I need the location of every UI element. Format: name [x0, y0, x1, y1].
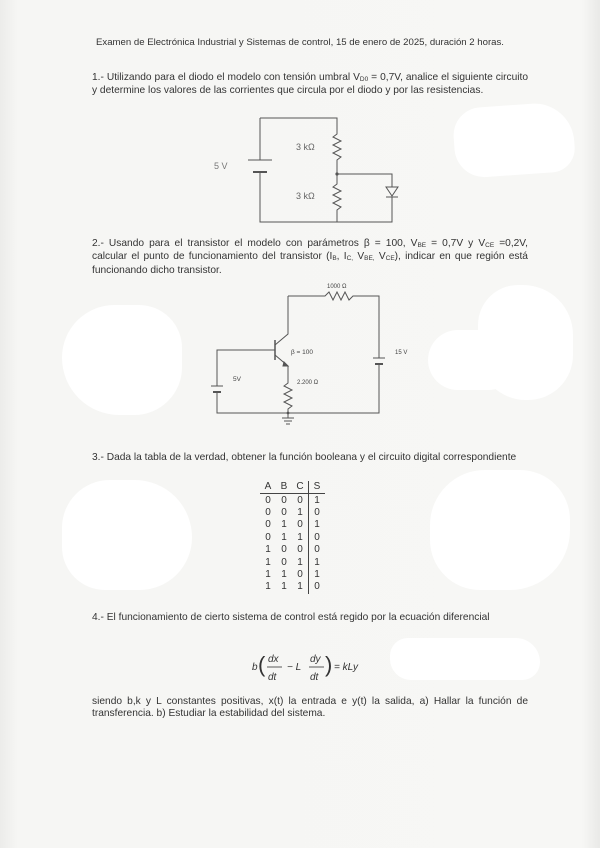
question-1-text: 1.- Utilizando para el diodo el modelo con tensión umbral VD0 = 0,7V, analice el siguiente circuito y determine los valores de las corrientes que circula por el diodo y por las resistencias.: [92, 72, 528, 97]
transistor-circuit-diagram: [205, 278, 390, 428]
redaction-blob: [390, 638, 540, 680]
eq-dt-1: dt: [268, 672, 277, 683]
table-row: 1 1 0 1: [260, 569, 325, 581]
resistor-2-label: 3 kΩ: [296, 191, 315, 201]
header-a: A: [260, 481, 276, 494]
table-row: 1 1 1 0: [260, 581, 325, 593]
redaction-blob: [62, 305, 182, 415]
base-source-label: 5V: [233, 376, 241, 383]
truth-table: [260, 481, 325, 594]
question-3-text: 3.- Dada la tabla de la verdad, obtener la función booleana y el circuito digital correspondiente: [92, 452, 517, 463]
table-row: 0 0 0 1: [260, 494, 325, 507]
eq-dx: dx: [268, 654, 279, 665]
source-voltage-label: 5 V: [214, 161, 228, 171]
table-row: 0 1 0 1: [260, 519, 325, 531]
redaction-blob: [428, 330, 518, 390]
collector-resistor-label: 1000 Ω: [327, 284, 347, 290]
eq-dy: dy: [310, 654, 321, 665]
svg-text:(: (: [258, 652, 266, 677]
eq-minus-l: − L: [287, 662, 302, 673]
vcc-label: 15 V: [395, 350, 408, 356]
diode-circuit-diagram: [200, 112, 430, 227]
header-c: C: [292, 481, 309, 494]
redaction-blob: [62, 480, 192, 590]
question-4-after-text: siendo b,k y L constantes positivas, x(t) la entrada e y(t) la salida, a) Hallar la función de transferencia. b) Estudiar la estabilidad del sistema.: [92, 696, 528, 720]
eq-rhs: = kLy: [334, 662, 358, 673]
differential-equation: [250, 648, 380, 688]
resistor-1-label: 3 kΩ: [296, 142, 315, 152]
redaction-blob: [452, 101, 577, 179]
question-4-text: 4.- El funcionamiento de cierto sistema de control está regido por la ecuación diferencial: [92, 612, 490, 623]
eq-dt-2: dt: [310, 672, 319, 683]
beta-label: β = 100: [291, 349, 313, 356]
redaction-blob: [430, 470, 570, 590]
truth-table-header: [260, 481, 325, 494]
exam-header: Examen de Electrónica Industrial y Sistemas de control, 15 de enero de 2025, duración 2 horas.: [96, 37, 504, 48]
emitter-resistor-label: 2.200 Ω: [297, 380, 319, 386]
header-b: B: [276, 481, 292, 494]
table-row: 1 0 0 0: [260, 544, 325, 556]
table-row: 1 0 1 1: [260, 556, 325, 568]
table-row: 0 1 1 0: [260, 532, 325, 544]
question-2-text: 2.- Usando para el transistor el modelo con parámetros β = 100, VBE = 0,7V y VCE =0,2V, calcular el punto de funcionamiento del transistor (IB, IC, VBE, VCE), indicar en que región está funcionando dicho transistor.: [92, 238, 529, 276]
header-s: S: [309, 481, 326, 494]
eq-b: b: [252, 662, 258, 673]
table-row: 0 0 1 0: [260, 507, 325, 519]
svg-text:): ): [325, 652, 333, 677]
